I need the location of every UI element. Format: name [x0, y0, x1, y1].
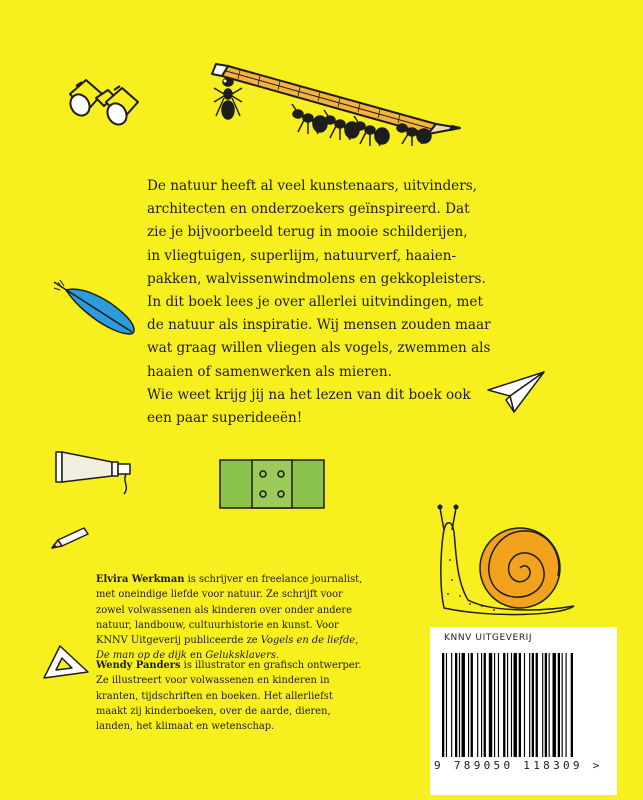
- blurb-line: de natuur als inspiratie. Wij mensen zouden maar: [147, 317, 491, 334]
- feather-icon: [52, 280, 140, 338]
- barcode-panel: [430, 627, 617, 795]
- barcode-bars: [440, 653, 608, 757]
- binoculars-icon: [64, 72, 144, 132]
- book-title: De man op de dijk: [96, 650, 187, 662]
- small-pencil-icon: [50, 524, 92, 550]
- pencil-carrying-ants: [200, 60, 465, 150]
- blurb-line: architecten en onderzoekers geïnspireerd. Dat: [147, 201, 470, 218]
- blurb-line: De natuur heeft al veel kunstenaars, uitvinders,: [147, 178, 477, 194]
- blurb-line: haaien of samenwerken als mieren.: [147, 363, 392, 380]
- plaster-icon: [218, 458, 326, 510]
- book-title: Vogels en de liefde: [260, 635, 356, 647]
- blurb-line: zie je bijvoorbeeld terug in mooie schilderijen,: [147, 224, 468, 241]
- blurb-text: [147, 175, 491, 430]
- protractor-icon: [40, 642, 92, 684]
- blurb-line: in vliegtuigen, superlijm, natuurverf, haaien-: [147, 247, 457, 264]
- blurb-line: In dit boek lees je over allerlei uitvindingen, met: [147, 294, 483, 311]
- blurb-line: een paar superideeën!: [147, 410, 303, 427]
- blurb-line: Wie weet krijg jij na het lezen van dit boek ook: [147, 386, 471, 403]
- blurb-line: wat graag willen vliegen als vogels, zwemmen als: [147, 340, 491, 357]
- illustrator-name: Wendy Panders: [96, 660, 181, 671]
- blurb-line: pakken, walvissenwindmolens en gekkopleisters.: [147, 270, 486, 287]
- book-title: Geluksklavers: [205, 650, 276, 662]
- snail-icon: [430, 500, 580, 620]
- author-name: Elvira Werkman: [96, 574, 185, 585]
- paper-plane-icon: [486, 370, 548, 416]
- author-bio: Elvira Werkman is schrijver en freelance journalist, met oneindige liefde voor natuur. Ze schrijft voor zowel volwassenen als kinderen over onder andere natuur, landbouw, cultuurhistorie en kunst. Voor KNNV Uitgeverij publiceerde ze Vogels en de liefde, De man op de dijk en Geluksklavers.: [96, 574, 363, 662]
- ants: [214, 78, 431, 146]
- isbn-number: 9 789050 118309 >: [434, 759, 603, 772]
- paint-tube-icon: [52, 446, 136, 498]
- illustrator-bio: Wendy Panders is illustrator en grafisch ontwerper. Ze illustreert voor volwassenen en kinderen in kranten, tijdschriften en boeken. Het allerliefst maakt zij kinderboeken, over de aarde, dieren, landen, het klimaat en wetenschap.: [96, 660, 362, 733]
- publisher-label: KNNV UITGEVERIJ: [444, 633, 533, 643]
